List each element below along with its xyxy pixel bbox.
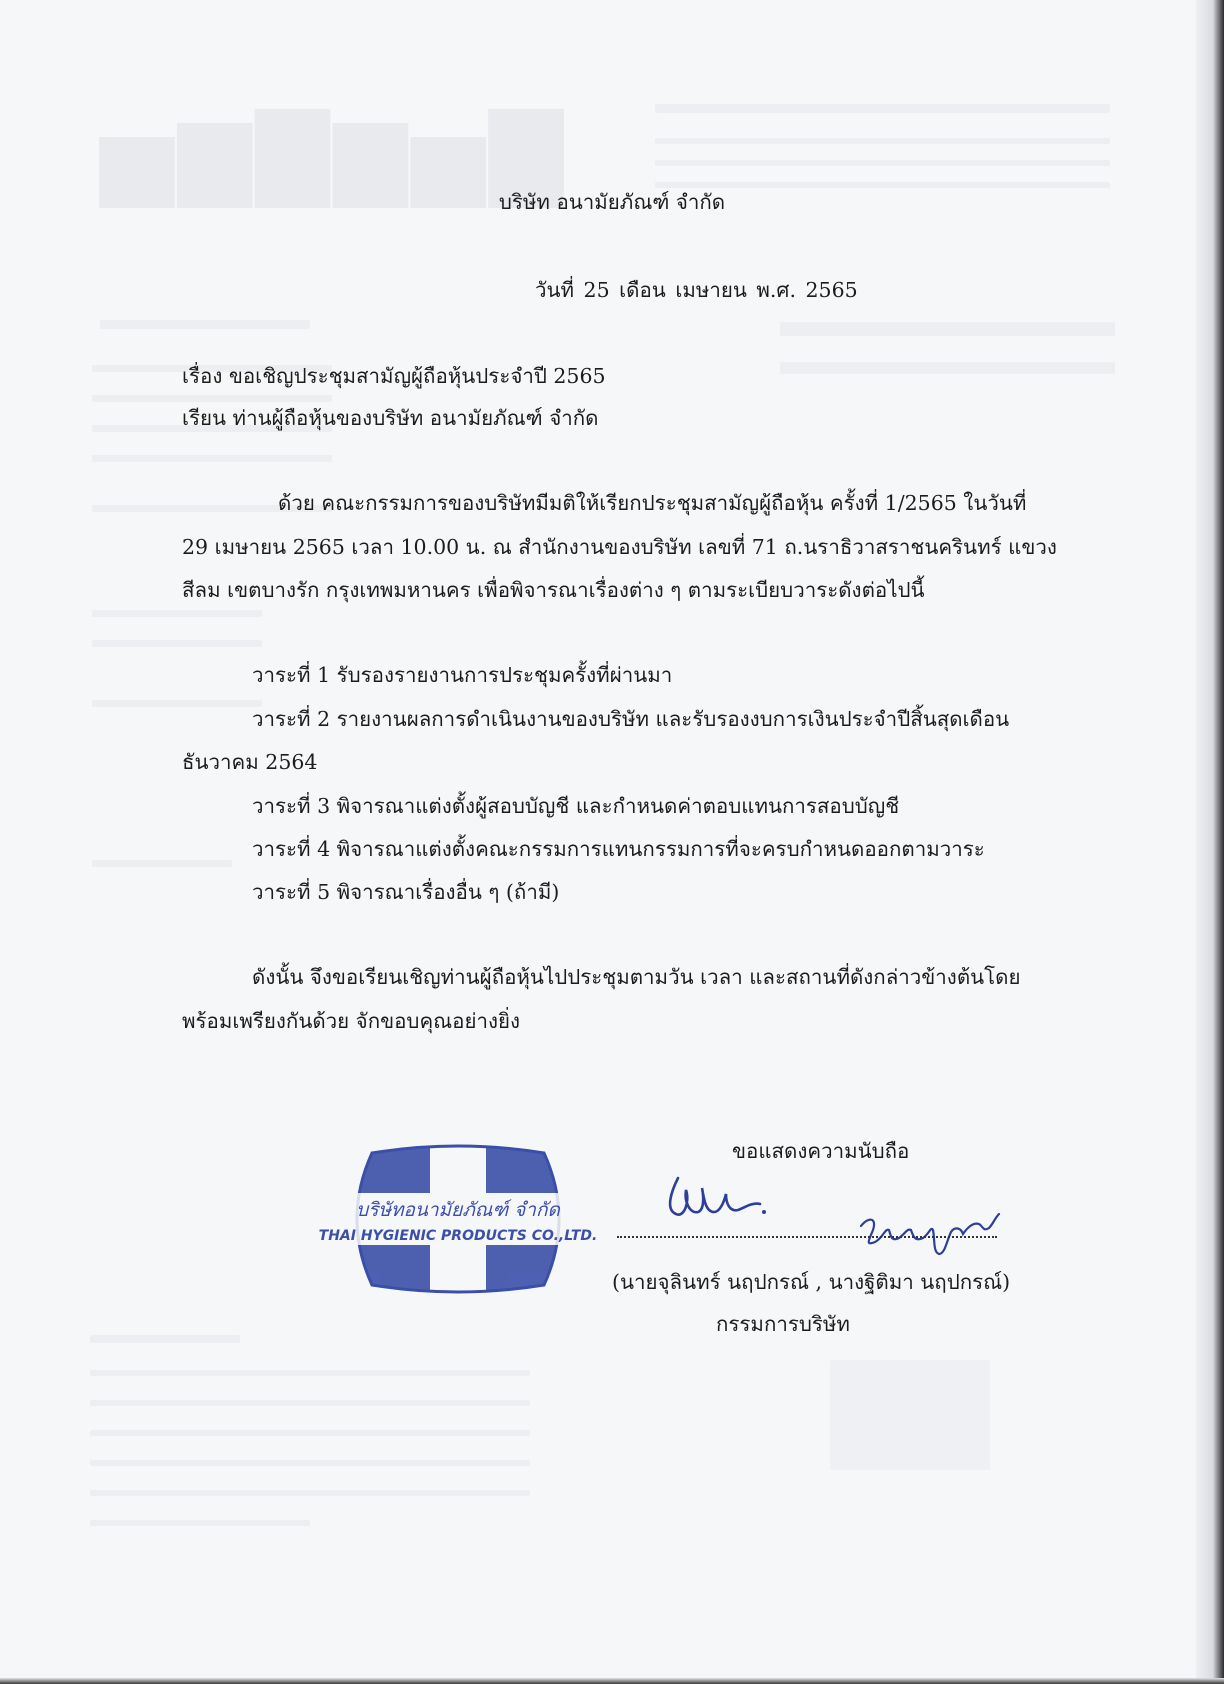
closing-paragraph-line: ดังนั้น จึงขอเรียนเชิญท่านผู้ถือหุ้นไปประชุมตามวัน เวลา และสถานที่ดังกล่าวข้างต้นโดย	[252, 965, 1021, 989]
agenda-item: วาระที่ 1 รับรองรายงานการประชุมครั้งที่ผ่านมา	[252, 663, 673, 687]
bleed-line	[100, 320, 310, 329]
company-stamp	[318, 1145, 598, 1293]
bleed-line	[92, 700, 262, 707]
bleed-line	[92, 860, 232, 867]
agenda-item: วาระที่ 5 พิจารณาเรื่องอื่น ๆ (ถ้ามี)	[252, 880, 560, 904]
bleed-line	[92, 395, 332, 402]
company-heading: บริษัท อนามัยภัณฑ์ จำกัด	[498, 190, 726, 214]
bleed-line	[655, 138, 1110, 144]
bleed-line	[92, 455, 332, 462]
page-edge-shadow	[1196, 0, 1224, 1684]
bleed-line	[780, 362, 1115, 374]
intro-paragraph-line: สีลม เขตบางรัก กรุงเทพมหานคร เพื่อพิจารณาเรื่องต่าง ๆ ตามระเบียบวาระดังต่อไปนี้	[182, 578, 925, 602]
signature-dotted-line	[617, 1236, 997, 1238]
bleed-line	[90, 1460, 530, 1466]
stamp-english-text: THAI HYGIENIC PRODUCTS CO.,LTD.	[318, 1228, 598, 1244]
signatory-title: กรรมการบริษัท	[716, 1312, 850, 1336]
signature-first	[660, 1168, 770, 1228]
agenda-item-continuation: ธันวาคม 2564	[182, 750, 318, 774]
bleed-block	[830, 1360, 990, 1470]
intro-paragraph-line: ด้วย คณะกรรมการของบริษัทมีมติให้เรียกประชุมสามัญผู้ถือหุ้น ครั้งที่ 1/2565 ในวันที่	[278, 491, 1027, 515]
bleed-through-logo-mark: ▅▆▇▆▅▇	[100, 95, 567, 207]
closing-paragraph-line: พร้อมเพรียงกันด้วย จักขอบคุณอย่างยิ่ง	[182, 1009, 521, 1033]
signatory-names: (นายจุลินทร์ นฤปกรณ์ , นางฐิติมา นฤปกรณ์)	[612, 1270, 1011, 1294]
agenda-item: วาระที่ 4 พิจารณาแต่งตั้งคณะกรรมการแทนกรรมการที่จะครบกำหนดออกตามวาระ	[252, 837, 985, 861]
bleed-line	[655, 160, 1110, 166]
regards-text: ขอแสดงความนับถือ	[732, 1139, 910, 1163]
bleed-line	[780, 322, 1115, 336]
letter-recipient: เรียน ท่านผู้ถือหุ้นของบริษัท อนามัยภัณฑ์ จำกัด	[182, 406, 599, 430]
agenda-item: วาระที่ 2 รายงานผลการดำเนินงานของบริษัท และรับรองงบการเงินประจำปีสิ้นสุดเดือน	[252, 707, 1010, 731]
page-bottom-edge	[0, 1678, 1224, 1684]
bleed-line	[655, 182, 1110, 188]
bleed-line	[92, 640, 262, 647]
bleed-line	[92, 610, 262, 617]
bleed-line	[90, 1335, 240, 1343]
bleed-line	[655, 104, 1110, 113]
bleed-line	[90, 1370, 530, 1376]
bleed-line	[90, 1520, 310, 1526]
bleed-line	[90, 1490, 530, 1496]
letter-date: วันที่ 25 เดือน เมษายน พ.ศ. 2565	[535, 278, 858, 302]
letter-subject: เรื่อง ขอเชิญประชุมสามัญผู้ถือหุ้นประจำปี 2565	[182, 364, 606, 388]
stamp-graphic	[318, 1145, 598, 1293]
bleed-line	[90, 1430, 530, 1436]
stamp-thai-text: บริษัทอนามัยภัณฑ์ จำกัด	[356, 1199, 560, 1221]
bleed-line	[90, 1400, 530, 1406]
signature-second	[855, 1200, 1005, 1260]
agenda-item: วาระที่ 3 พิจารณาแต่งตั้งผู้สอบบัญชี และกำหนดค่าตอบแทนการสอบบัญชี	[252, 794, 900, 818]
intro-paragraph-line: 29 เมษายน 2565 เวลา 10.00 น. ณ สำนักงานของบริษัท เลขที่ 71 ถ.นราธิวาสราชนครินทร์ แขวง	[182, 535, 1057, 559]
